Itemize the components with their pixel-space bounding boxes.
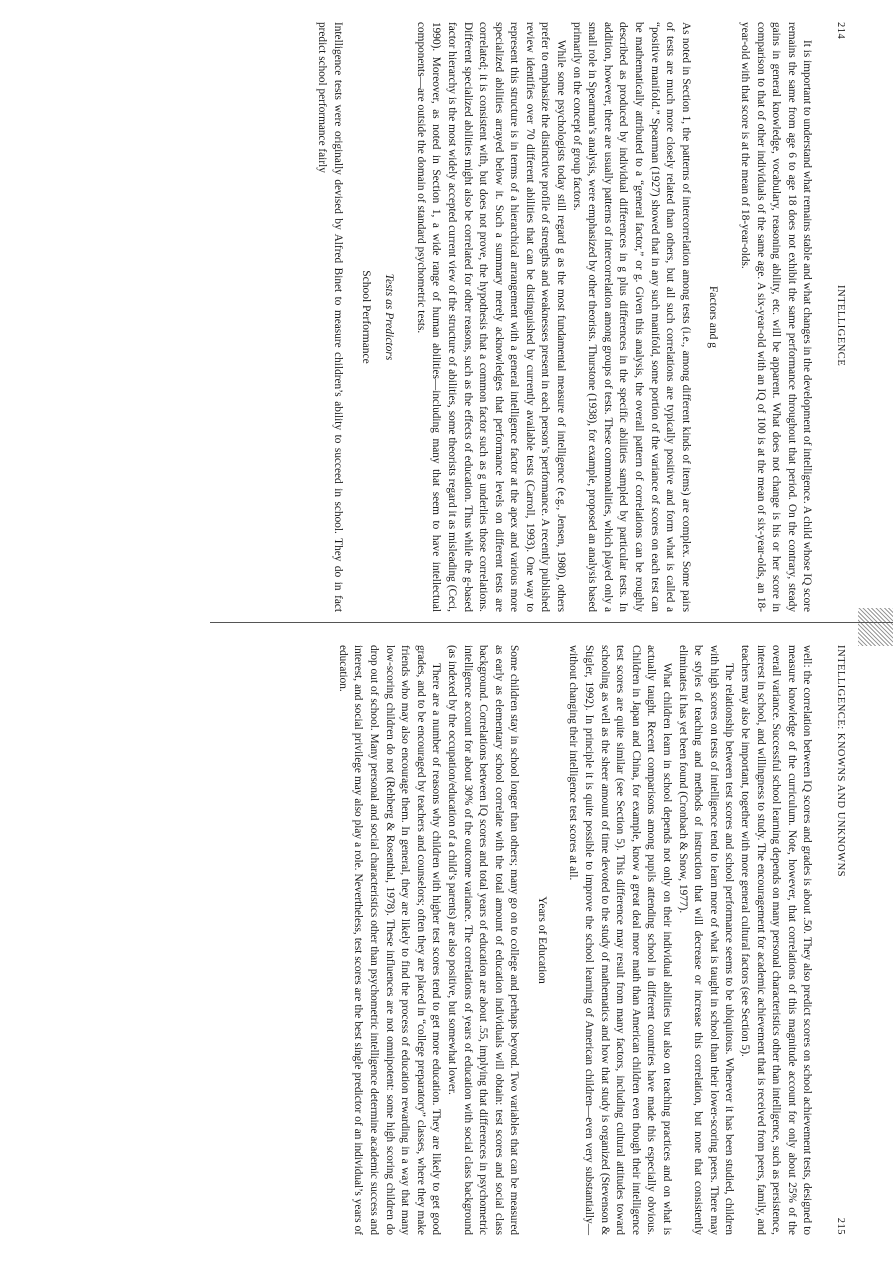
running-title: INTELLIGENCE xyxy=(835,285,846,367)
page-number: 215 xyxy=(835,1217,846,1235)
running-head-215 xyxy=(832,645,848,1235)
section-heading-tests: Tests as Predictors xyxy=(383,273,396,361)
paragraph-learning: What children learn in school depends not only on their individual abilities but also on teaching practices and on what is actually taught. Recent comparisons among pupils attending school in different countries have made this especially obvious. Children in Japan and China, for example, know a great deal more math than American children even though their intelligence test scores are quite similar (see Section 5). This difference may result from many factors, including cultural attitudes toward schooling as well as the sheer amount of time devoted to the study of mathematics and how that study is organized (Stevenson & Stigler, 1992). In principle it is quite possible to improve the school learning of American children—even very substantially—without changing their intelligence test scores at all. xyxy=(567,645,674,1235)
scan-tear-mark xyxy=(858,608,893,646)
subsection-heading-school: School Performance xyxy=(359,270,372,364)
paragraph-school: Intelligence tests were originally devised by Alfred Binet to measure children’s ability to succeed in school. They do in fact predict school performance fairly xyxy=(316,22,344,612)
running-head-214 xyxy=(832,22,848,612)
page-214 xyxy=(48,22,848,612)
section-heading-factors: Factors and g xyxy=(707,286,720,348)
paragraph-years-2: There are a number of reasons why children with higher test scores tend to get more education. They are likely to get good grades, and to be encouraged by teachers and counselors; often they are placed in “college preparatory” classes, where they make friends who may also encourage them. In general, they are likely to find the process of education rewarding in a way that many low-scoring children do not (Rehberg & Rosenthal, 1978). These influences are not omnipotent: some high scoring children do drop out of school. Many personal and social characteristics other than psychometric intelligence determine academic success and interest, and social privilege may also play a role. Nevertheless, test scores are the best single predictor of an individual’s years of education. xyxy=(336,645,443,1235)
paragraph-intro: It is important to understand what remains stable and what changes in the development of intelligence. A child whose IQ score remains the same from age 6 to age 18 does not exhibit the same performance throughout that period. On the contrary, steady gains in general knowledge, vocabulary, reasoning ability, etc. will be apparent. What does not change is his or her score in comparison to that of other individuals of the same age. A six-year-old with an IQ of 100 is at the mean of six-year-olds, an 18-year-old with that score is at the mean of 18-year-olds. xyxy=(739,22,814,612)
page-divider xyxy=(210,622,893,623)
paragraph-years-1: Some children stay in school longer than others; many go on to college and perhaps beyond. Two variables that can be measured as early as elementary school correlate with the total amount of education individuals will obtain: test scores and social class background. Correlations between IQ scores and total years of education are about .55, implying that differences in psychometric intelligence account for about 30% of the outcome variance. The correlations of years of education with social class background (as indexed by the occupation/education of a child’s parents) are also positive, but somewhat lower. xyxy=(445,645,521,1235)
running-title: INTELLIGENCE: KNOWNS AND UNKNOWNS xyxy=(835,645,846,878)
paragraph-factors-1: As noted in Section 1, the patterns of intercorrelation among tests (i.e., among different kinds of items) are complex. Some pairs of tests are much more closely related than others, but all such correlations are typically positive and form what is called a “positive manifold.” Spearman (1927) showed that in any such manifold, some portion of the variance of scores on each test can be mathematically attributed to a “general factor,” or g. Given this analysis, the overall pattern of correlations can be roughly described as produced by individual differences in g plus differences in the specific abilities sampled by particular tests. In addition, however, there are usually patterns of intercorrelation among groups of tests. These commonalities, which played only a small role in Spearman’s analysis, were emphasized by other theorists. Thurstone (1938), for example, proposed an analysis based primarily on the concept of group factors. xyxy=(570,22,692,612)
paragraph-factors-2: While some psychologists today still regard g as the most fundamental measure of intelligence (e.g., Jensen, 1980), others prefer to emphasize the distinctive profile of strengths and weaknesses present in each person’s performance. A recently published review identifies over 70 different abilities that can be distinguished by currently available tests (Carroll, 1993). One way to represent this structure is in terms of a hierarchical arrangement with a general intelligence factor at the apex and various more specialized abilities arrayed below it. Such a summary merely acknowledges that performance levels on different tests are correlated; it is consistent with, but does not prove, the hypothesis that a common factor such as g underlies those correlations. Different specialized abilities might also be correlated for other reasons, such as the effects of education. Thus while the g-based factor hierarchy is the most widely accepted current view of the structure of abilities, some theorists regard it as misleading (Ceci, 1990). Moreover, as noted in Section 1, a wide range of human abilities—including many that seem to have intellectual components—are outside the domain of standard psychometric tests. xyxy=(414,22,568,612)
page-number: 214 xyxy=(835,22,846,40)
subsection-heading-years: Years of Education xyxy=(535,896,548,984)
page-215 xyxy=(48,645,848,1235)
paragraph-relationship: The relationship between test scores and school performance seems to be ubiquitous. Wherever it has been studied, children with high scores on tests of intelligence tend to learn more of what is taught in school than their lower-scoring peers. There may be styles of teaching and methods of instruction that will decrease or increase this correlation, but none that consistently eliminates it has yet been found (Cronbach & Snow, 1977). xyxy=(676,645,736,1235)
paragraph-continued: well: the correlation between IQ scores and grades is about .50. They also predict scores on school achievement tests, designed to measure knowledge of the curriculum. Note, however, that correlations of this magnitude account for only about 25% of the overall variance. Successful school learning depends on many personal characteristics other than intelligence, such as persistence, interest in school, and willingness to study. The encouragement for academic achievement that is received from peers, family, and teachers may also be important, together with more general cultural factors (see Section 5). xyxy=(739,645,814,1235)
